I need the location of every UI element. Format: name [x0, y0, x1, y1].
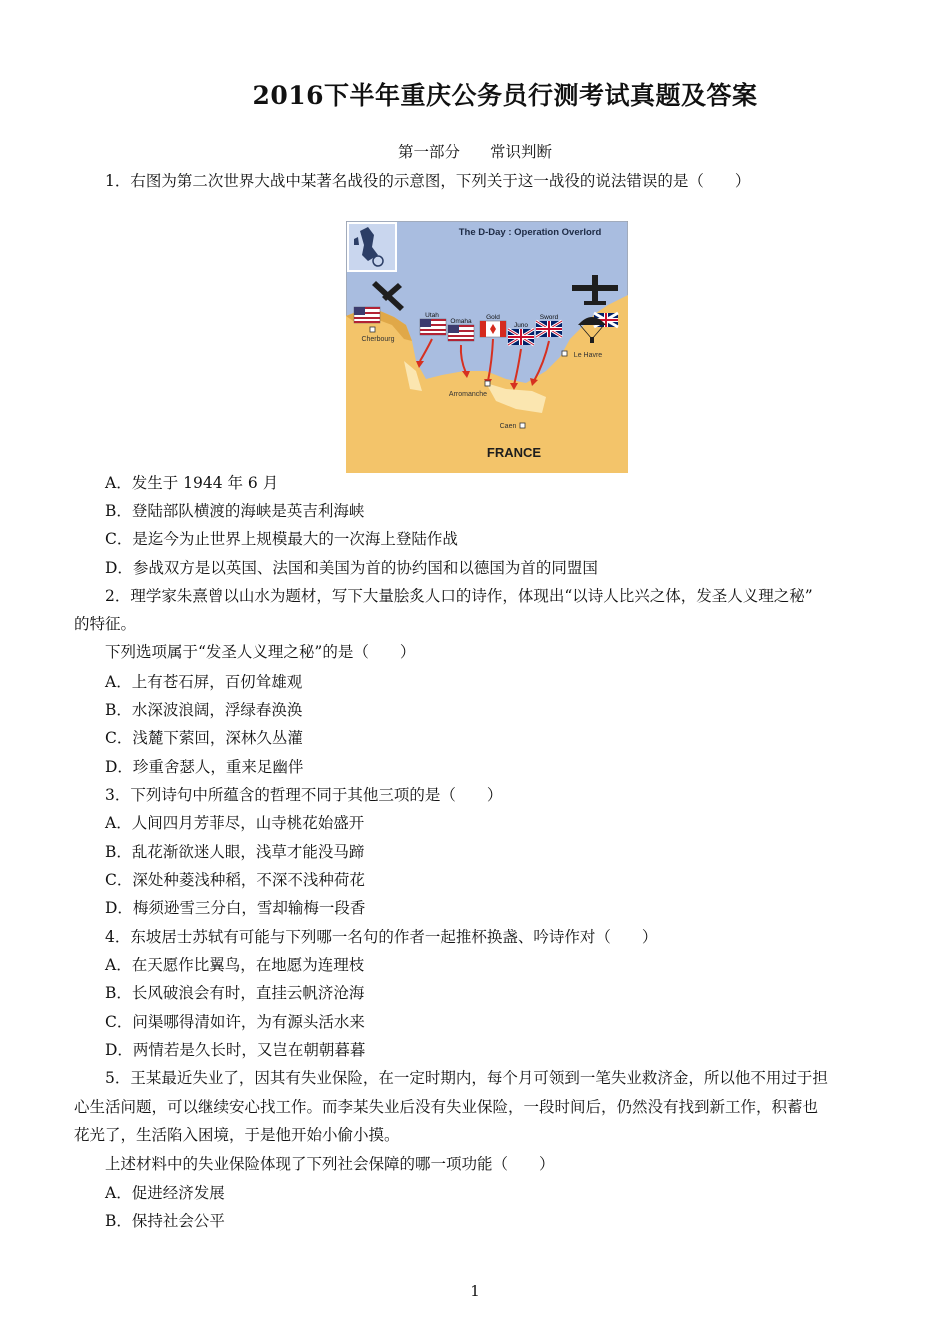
- q1-option-c: C．是迄今为止世界上规模最大的一次海上登陆作战: [105, 530, 458, 548]
- q2-stem-line1: 2．理学家朱熹曾以山水为题材，写下大量脍炙人口的诗作，体现出“以诗人比兴之体，发圣人义理之秘”: [105, 587, 813, 605]
- beach-label-omaha: Omaha: [450, 318, 472, 325]
- flag-usa-left: [354, 307, 380, 323]
- place-label-arromanche: Arromanche: [448, 391, 488, 398]
- q2-stem-line2: 的特征。: [74, 615, 137, 633]
- q2-stem-line3: 下列选项属于“发圣人义理之秘”的是（ ）: [105, 643, 416, 661]
- page-title: 2016下半年重庆公务员行测考试真题及答案: [252, 81, 758, 110]
- q2-option-a: A．上有苍石屏，百仞耸雄观: [105, 673, 303, 691]
- q5-stem-line4: 上述材料中的失业保险体现了下列社会保障的哪一项功能（ ）: [105, 1155, 555, 1173]
- section-part: 第一部分: [397, 143, 460, 161]
- beach-label-utah: Utah: [425, 312, 439, 319]
- map-title: The D-Day : Operation Overlord: [458, 227, 602, 238]
- flag-uk-sword: [536, 321, 562, 337]
- q2-option-c: C．浅麓下萦回，深林久丛灌: [105, 729, 303, 747]
- q4-option-b: B．长风破浪会有时，直挂云帆济沧海: [105, 984, 365, 1002]
- place-label-caen: Caen: [499, 423, 517, 430]
- beach-label-gold: Gold: [486, 314, 500, 321]
- q1-option-a: A．发生于 1944 年 6 月: [105, 474, 279, 492]
- page-number: 1: [470, 1282, 480, 1300]
- q1-option-b: B．登陆部队横渡的海峡是英吉利海峡: [105, 502, 365, 520]
- q3-stem: 3．下列诗句中所蕴含的哲理不同于其他三项的是（ ）: [105, 786, 503, 804]
- flag-canada-gold: [480, 321, 506, 337]
- beach-label-juno: Juno: [513, 322, 529, 329]
- section-heading: [0, 140, 950, 162]
- beach-label-sword: Sword: [539, 314, 559, 321]
- d-day-map: [346, 221, 628, 473]
- flag-uk-juno: [508, 329, 534, 345]
- q4-option-d: D．两情若是久长时，又岂在朝朝暮暮: [105, 1041, 366, 1059]
- q4-stem: 4．东坡居士苏轼有可能与下列哪一名句的作者一起推杯换盏、吟诗作对（ ）: [105, 928, 658, 946]
- q5-option-a: A．促进经济发展: [105, 1184, 225, 1202]
- flag-usa-utah: [420, 319, 446, 335]
- q5-stem-line2: 心生活问题，可以继续安心找工作。而李某失业后没有失业保险，一段时间后，仍然没有找到新工作，积蓄也: [74, 1098, 819, 1116]
- q5-stem-line3: 花光了，生活陷入困境，于是他开始小偷小摸。: [74, 1126, 400, 1144]
- q5-stem-line1: 5．王某最近失业了，因其有失业保险，在一定时期内，每个月可领到一笔失业救济金，所以他不用过于担: [105, 1069, 828, 1087]
- q2-option-d: D．珍重舍瑟人，重来足幽伴: [105, 758, 304, 776]
- q1-stem: 1．右图为第二次世界大战中某著名战役的示意图，下列关于这一战役的说法错误的是（ ）: [105, 172, 751, 190]
- q3-option-c: C．深处种菱浅种稻，不深不浅种荷花: [105, 871, 365, 889]
- country-label-france: FRANCE: [486, 445, 542, 460]
- q1-option-d: D．参战双方是以英国、法国和美国为首的协约国和以德国为首的同盟国: [105, 559, 598, 577]
- q4-option-a: A．在天愿作比翼鸟，在地愿为连理枝: [105, 956, 365, 974]
- flag-usa-omaha: [448, 325, 474, 341]
- q3-option-b: B．乱花渐欲迷人眼，浅草才能没马蹄: [105, 843, 365, 861]
- place-label-cherbourg: Cherbourg: [361, 336, 395, 343]
- place-label-le-havre: Le Havre: [573, 352, 603, 359]
- section-name: 常识判断: [490, 143, 553, 161]
- q4-option-c: C．问渠哪得清如许，为有源头活水来: [105, 1013, 365, 1031]
- q2-option-b: B．水深波浪阔，浮绿春涣涣: [105, 701, 303, 719]
- q3-option-d: D．梅须逊雪三分白，雪却输梅一段香: [105, 899, 366, 917]
- q5-option-b: B．保持社会公平: [105, 1212, 225, 1230]
- q3-option-a: A．人间四月芳菲尽，山寺桃花始盛开: [105, 814, 365, 832]
